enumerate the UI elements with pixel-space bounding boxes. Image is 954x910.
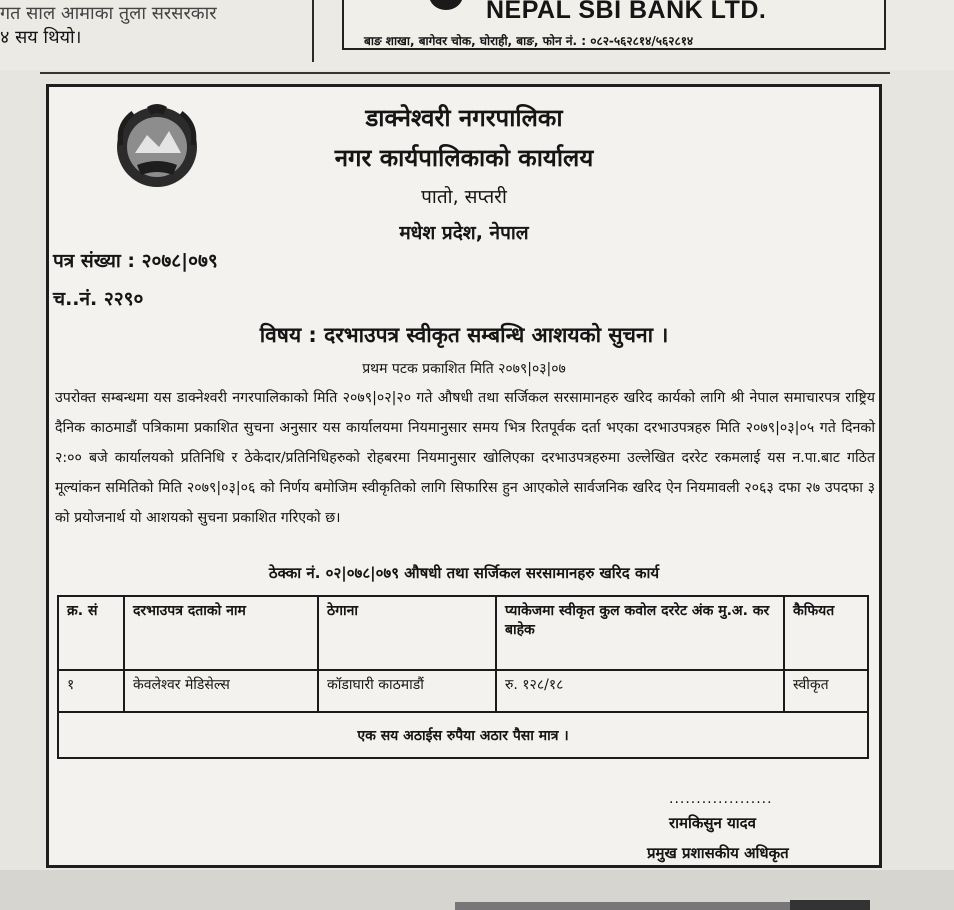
header-bidder-name: दरभाउपत्र दताको नाम [124, 596, 318, 670]
newspaper-page-top [0, 0, 954, 70]
bottom-edge-dark [790, 900, 870, 910]
table-header-row [58, 596, 868, 670]
previous-column-line-1: गत साल आमाका तुला सरसरकार [0, 3, 217, 24]
signature-line: ................... [669, 791, 773, 807]
header-approved-rate: प्याकेजमा स्वीकृत कुल कवोल दररेट अंक मु.अ. कर बाहेक [496, 596, 784, 670]
section-rule [40, 72, 890, 74]
bank-name: NEPAL SBI BANK LTD. [486, 0, 767, 24]
bank-address: बाङ शाखा, बागेवर चोक, घोराही, बाङ, फोन नं. : ०८२-५६२८१४/५६२८१४ [364, 34, 694, 48]
notice-subject: विषय : दरभाउपत्र स्वीकृत सम्बन्धि आशयको सुचना । [259, 323, 669, 347]
contract-title: ठेक्का नं. ०२|०७८|०७९ औषधी तथा सर्जिकल सरसामानहरु खरिद कार्य [268, 564, 660, 582]
dispatch-number: च..नं. २२९० [53, 288, 144, 310]
letter-number: पत्र संख्या : २०७८|०७९ [53, 250, 218, 272]
amount-in-words: एक सय अठाईस रुपैया अठार पैसा मात्र । [58, 712, 868, 758]
header-address: ठेगाना [318, 596, 496, 670]
province-name: मधेश प्रदेश, नेपाल [399, 222, 529, 244]
cell-serial: १ [58, 670, 124, 712]
cell-approved-rate: रु. १२८/१८ [496, 670, 784, 712]
signatory-title: प्रमुख प्रशासकीय अधिकृत [647, 844, 789, 862]
bank-logo-icon [429, 0, 463, 10]
cell-remarks: स्वीकृत [784, 670, 868, 712]
cell-bidder-name: केवलेश्वर मेडिसेल्स [124, 670, 318, 712]
table-total-row [58, 712, 868, 758]
public-notice [46, 84, 882, 868]
notice-body: उपरोक्त सम्बन्धमा यस डाक्नेश्वरी नगरपालिकाको मिति २०७९|०२|२० गते औषधी तथा सर्जिकल सरसामानहरु खरिद कार्यको लागि श्री नेपाल समाचारपत्र राष्ट्रिय दैनिक काठमाडौं पत्रिकामा प्रकाशित सुचना अनुसार यस कार्यालयमा नियमानुसार समय भित्र रितपूर्वक दर्ता भएका दरभाउपत्रहरु मिति २०७९|०३|०५ गते दिनको २:०० बजे कार्यालयको प्रतिनिधि र ठेकेदार/प्रतिनिधिहरुको रोहबरमा नियमानुसार खोलिएका दरभाउपत्रहरुमा उल्लेखित दररेट रकमलाई यस न.पा.बाट गठित मूल्यांकन समितिको मिति २०७९|०३|०६ को निर्णय बमोजिम स्वीकृतिको लागि सिफारिस हुन आएकोले सार्वजनिक खरिद ऐन नियमावली २०६३ दफा २७ उपदफा ३ को प्रयोजनार्थ यो आशयको सुचना प्रकाशित गरिएको छ। [55, 390, 875, 526]
column-divider [312, 0, 314, 62]
office-location: पातो, सप्तरी [421, 186, 507, 208]
previous-column-text [0, 2, 300, 50]
cell-address: कॉडाघारी काठमाडौं [318, 670, 496, 712]
bid-table [57, 595, 869, 759]
office-name: नगर कार्यपालिकाको कार्यालय [334, 144, 594, 172]
signatory-name: रामकिसुन यादव [669, 814, 756, 832]
header-remarks: कैफियत [784, 596, 868, 670]
first-published-date: प्रथम पटक प्रकाशित मिति २०७९|०३|०७ [362, 361, 566, 377]
header-serial: क्र. सं [58, 596, 124, 670]
municipality-name: डाक्नेश्वरी नगरपालिका [365, 104, 563, 132]
bank-advertisement [342, 0, 886, 50]
previous-column-line-2: ४ सय थियो। [0, 27, 82, 48]
table-row [58, 670, 868, 712]
